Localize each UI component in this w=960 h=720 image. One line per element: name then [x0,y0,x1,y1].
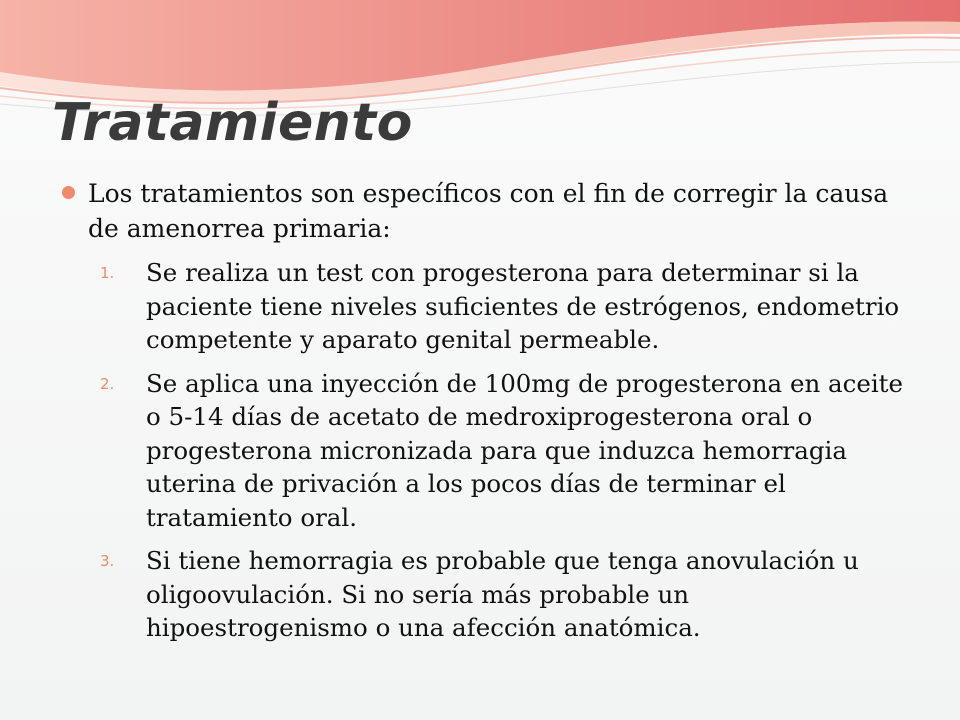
list-item-number: 2. [100,374,115,393]
slide-content [60,176,910,655]
list-item-number: 3. [100,552,115,570]
main-bullet [60,176,910,246]
list-item-text: Se aplica una inyección de 100mg de progesterona en aceite o 5-14 días de acetato de medroxiprogesterona oral o progesterona micronizada para que induzca hemorragia uterina de privación a los pocos días de terminar el tratamiento oral. [146,368,904,532]
slide-title: Tratamiento [52,93,413,153]
list-item-text: Si tiene hemorragia es probable que tenga anovulación u oligoovulación. Si no sería más probable un hipoestrogenismo o una afección anatómica. [146,546,859,642]
main-bullet-text: Los tratamientos son específicos con el fin de corregir la causa de amenorrea primaria: [88,179,889,243]
numbered-list [60,256,910,645]
bullet-dot-icon [62,186,75,199]
list-item [100,544,910,645]
list-item-text: Se realiza un test con progesterona para determinar si la paciente tiene niveles suficientes de estrógenos, endometrio competente y aparato genital permeable. [146,258,900,354]
list-item [100,367,910,535]
list-item-number: 1. [100,264,115,282]
list-item [100,256,910,357]
